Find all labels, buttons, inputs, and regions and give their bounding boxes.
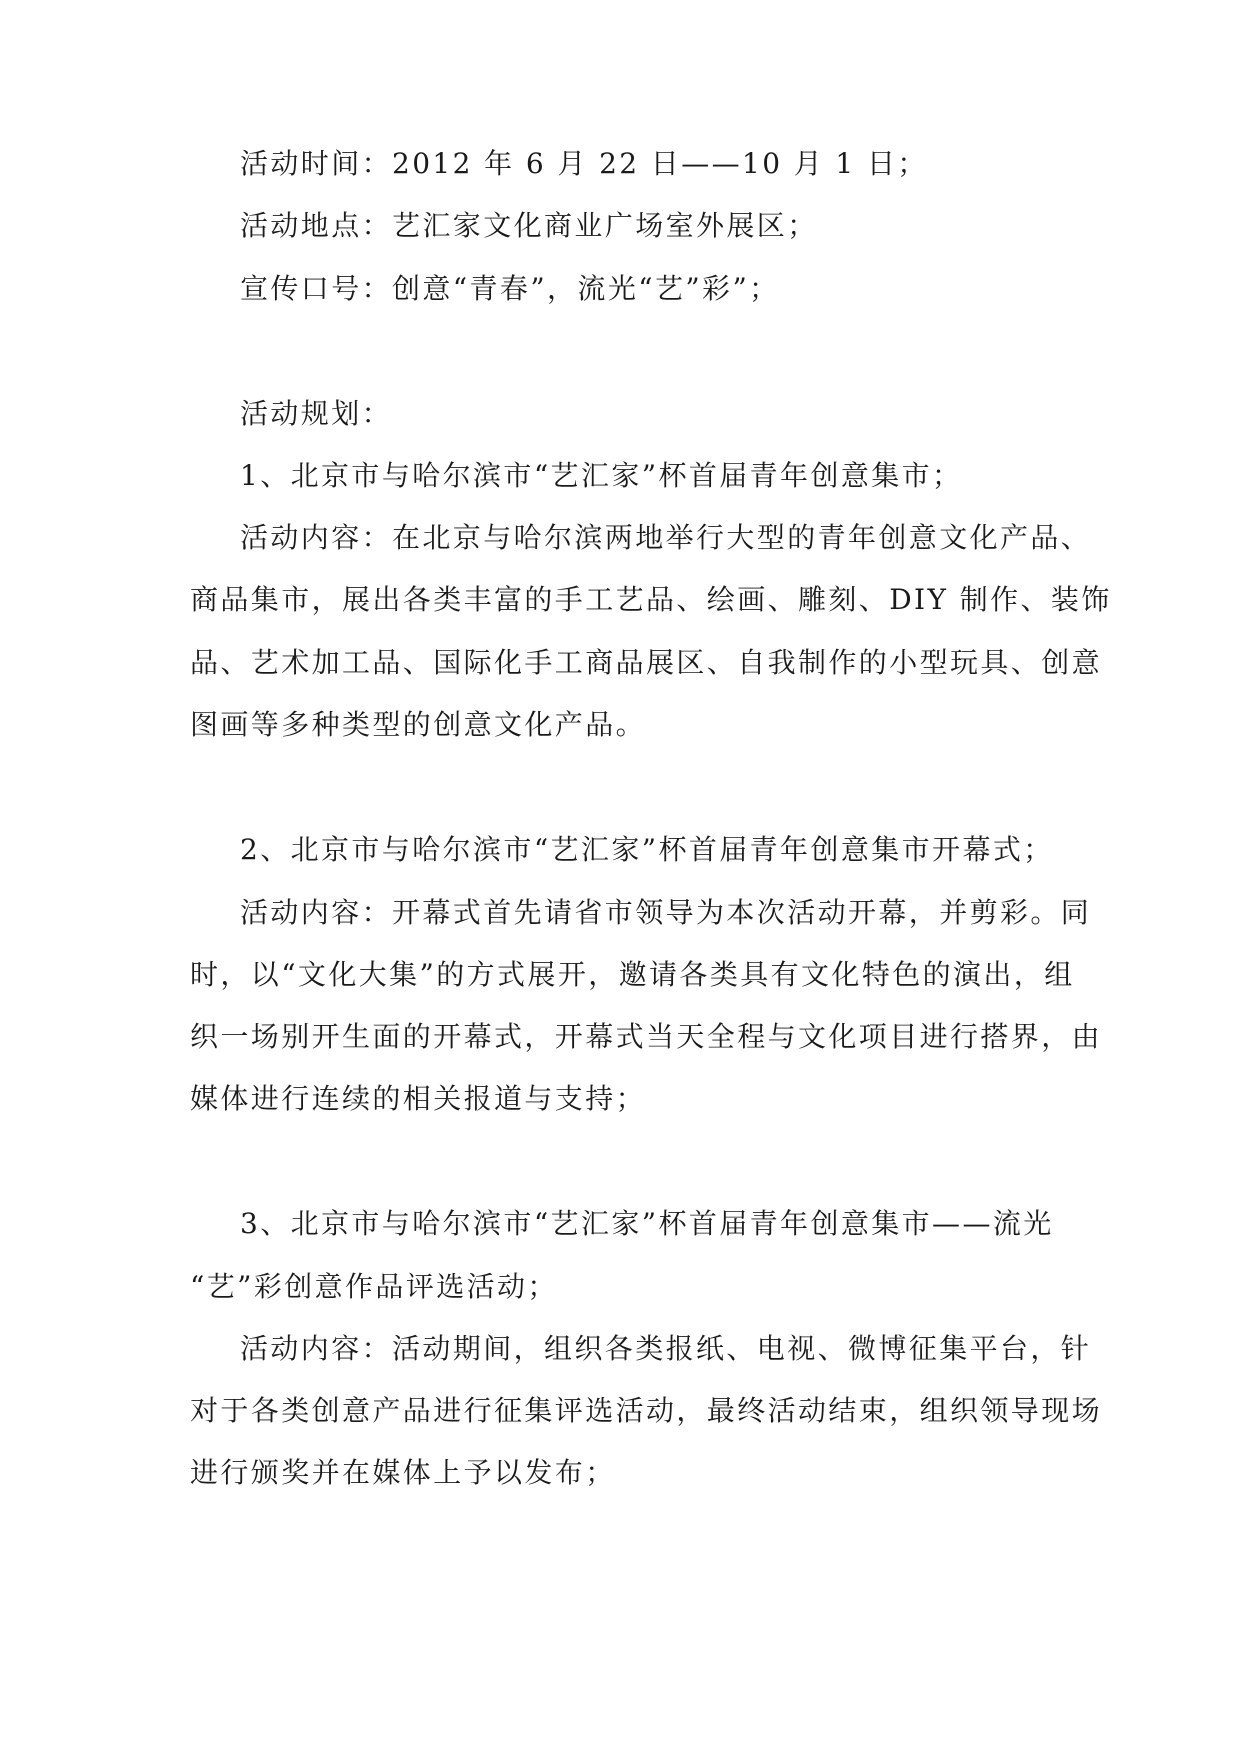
item-2-content-line-4: 媒体进行连续的相关报道与支持； xyxy=(190,1082,647,1115)
item-1-content-line-3: 品、艺术加工品、国际化手工商品展区、自我制作的小型玩具、创意 xyxy=(190,646,1103,679)
item-3-content-line-3: 进行颁奖并在媒体上予以发布； xyxy=(190,1456,616,1489)
item-3-title-line-1: 3、北京市与哈尔滨市“艺汇家”杯首届青年创意集市——流光 xyxy=(240,1207,1054,1240)
activity-plan-heading: 活动规划： xyxy=(240,397,393,430)
item-1-content-line-4: 图画等多种类型的创意文化产品。 xyxy=(190,708,647,741)
item-2-content-line-1: 活动内容：开幕式首先请省市领导为本次活动开幕，并剪彩。同 xyxy=(240,896,1092,929)
item-2-content-line-3: 织一场别开生面的开幕式，开幕式当天全程与文化项目进行搭界，由 xyxy=(190,1020,1103,1053)
slogan-line: 宣传口号：创意“青春”，流光“艺”彩”； xyxy=(240,272,780,305)
item-3-content-line-1: 活动内容：活动期间，组织各类报纸、电视、微博征集平台，针 xyxy=(240,1332,1092,1365)
item-1-content-line-1: 活动内容：在北京与哈尔滨两地举行大型的青年创意文化产品、 xyxy=(240,521,1092,554)
item-1-title: 1、北京市与哈尔滨市“艺汇家”杯首届青年创意集市； xyxy=(240,459,963,492)
item-2-title: 2、北京市与哈尔滨市“艺汇家”杯首届青年创意集市开幕式； xyxy=(240,833,1054,866)
item-3-content-line-2: 对于各类创意产品进行征集评选活动，最终活动结束，组织领导现场 xyxy=(190,1394,1103,1427)
item-2-content-line-2: 时，以“文化大集”的方式展开，邀请各类具有文化特色的演出，组 xyxy=(190,958,1075,991)
activity-location-line: 活动地点：艺汇家文化商业广场室外展区； xyxy=(240,209,818,242)
activity-time-line: 活动时间：2012 年 6 月 22 日——10 月 1 日； xyxy=(240,147,928,180)
item-3-title-line-2: “艺”彩创意作品评选活动； xyxy=(190,1270,558,1303)
item-1-content-line-2: 商品集市，展出各类丰富的手工艺品、绘画、雕刻、DIY 制作、装饰 xyxy=(190,583,1112,616)
